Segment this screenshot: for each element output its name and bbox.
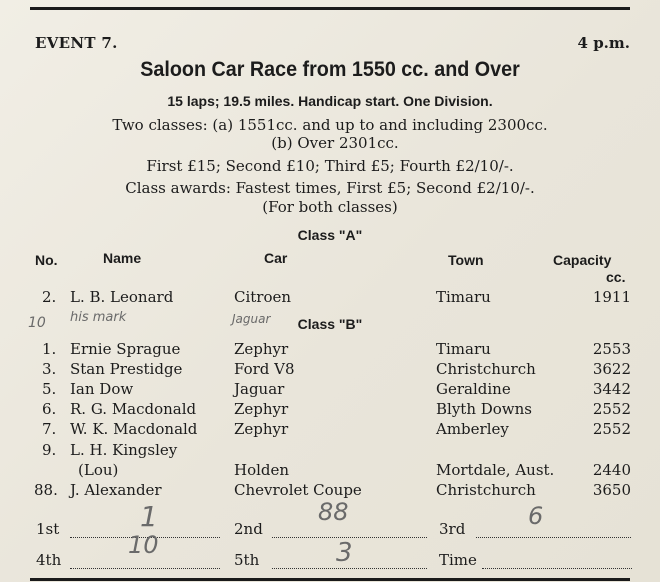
result-5th-handwritten: 3 [336, 538, 353, 568]
top-rule [30, 7, 630, 10]
entry-name: R. G. Macdonald [70, 400, 197, 418]
entry-name: L. H. Kingsley [70, 441, 178, 459]
entry-town: Geraldine [436, 380, 511, 398]
result-4th-line[interactable] [70, 568, 220, 569]
entry-capacity: 2552 [592, 420, 631, 438]
result-1st-label: 1st [36, 520, 60, 538]
entry-no: 9. [42, 441, 57, 459]
entry-capacity: 3650 [592, 481, 631, 499]
entry-capacity: 2440 [592, 461, 631, 479]
entry-capacity: 1911 [592, 288, 631, 306]
result-time-line[interactable] [482, 568, 632, 569]
entry-car: Zephyr [234, 400, 289, 418]
event-title: Saloon Car Race from 1550 cc. and Over [140, 58, 520, 81]
header-town: Town [448, 252, 484, 268]
entry-no: 7. [42, 420, 57, 438]
entry-car: Ford V8 [234, 360, 295, 378]
entry-capacity: 2553 [592, 340, 631, 358]
result-time-label: Time [439, 551, 477, 569]
result-5th-label: 5th [234, 551, 260, 569]
entry-capacity: 3622 [592, 360, 631, 378]
entry-name: W. K. Macdonald [70, 420, 198, 438]
entry-town: Christchurch [436, 360, 536, 378]
entry-town: Amberley [436, 420, 509, 438]
header-capacity-unit: cc. [606, 269, 626, 285]
event-number: EVENT 7. [35, 34, 118, 52]
bottom-rule [30, 578, 630, 581]
result-1st-handwritten: 1 [140, 500, 158, 533]
entry-car: Jaguar [234, 380, 285, 398]
result-4th-handwritten: 10 [128, 531, 159, 559]
result-5th-line[interactable] [272, 568, 427, 569]
result-2nd-label: 2nd [234, 520, 263, 538]
result-2nd-handwritten: 88 [318, 498, 349, 526]
header-capacity: Capacity [553, 252, 612, 268]
class-awards-line: Class awards: Fastest times, First £5; Second £2/10/-. [125, 179, 535, 197]
entry-no: 5. [42, 380, 57, 398]
classes-line-1: Two classes: (a) 1551cc. and up to and including 2300cc. [112, 116, 548, 134]
entry-capacity: 2552 [592, 400, 631, 418]
entry-name: Stan Prestidge [70, 360, 183, 378]
entry-town: Blyth Downs [436, 400, 533, 418]
header-name: Name [103, 250, 142, 266]
class-b-heading: Class "B" [297, 316, 363, 332]
entry-car: Citroen [234, 288, 292, 306]
class-awards-note: (For both classes) [262, 198, 398, 216]
entry-no: 3. [42, 360, 57, 378]
margin-note-annotation: his mark [70, 310, 127, 325]
entry-no: 1. [42, 340, 57, 358]
entry-car: Zephyr [234, 340, 289, 358]
result-3rd-handwritten: 6 [528, 502, 544, 530]
entry-town: Mortdale, Aust. [436, 461, 555, 479]
entry-no: 88. [34, 481, 58, 499]
entry-no: 2. [42, 288, 57, 306]
entry-car: Zephyr [234, 420, 289, 438]
header-no: No. [35, 252, 58, 268]
header-car: Car [264, 250, 288, 266]
car-note-annotation: Jaguar [232, 312, 271, 326]
event-subtitle: 15 laps; 19.5 miles. Handicap start. One Division. [167, 93, 493, 109]
result-4th-label: 4th [36, 551, 62, 569]
margin-number-annotation: 10 [28, 315, 46, 331]
entry-no: 6. [42, 400, 57, 418]
entry-town: Timaru [436, 288, 491, 306]
entry-car: Holden [234, 461, 290, 479]
result-3rd-label: 3rd [439, 520, 466, 538]
entry-capacity: 3442 [592, 380, 631, 398]
entry-town: Timaru [436, 340, 491, 358]
result-3rd-line[interactable] [476, 537, 631, 538]
entry-car: Chevrolet Coupe [234, 481, 362, 499]
classes-line-2: (b) Over 2301cc. [271, 134, 399, 152]
entry-town: Christchurch [436, 481, 536, 499]
entry-name: Ian Dow [70, 380, 134, 398]
entry-name: (Lou) [78, 461, 119, 479]
entry-name: L. B. Leonard [70, 288, 174, 306]
prize-line: First £15; Second £10; Third £5; Fourth £2/10/-. [146, 157, 514, 175]
class-a-heading: Class "A" [297, 227, 363, 243]
bleed-through-texture [330, 12, 630, 34]
entry-name: Ernie Sprague [70, 340, 181, 358]
entry-name: J. Alexander [70, 481, 162, 499]
event-time: 4 p.m. [577, 34, 630, 52]
